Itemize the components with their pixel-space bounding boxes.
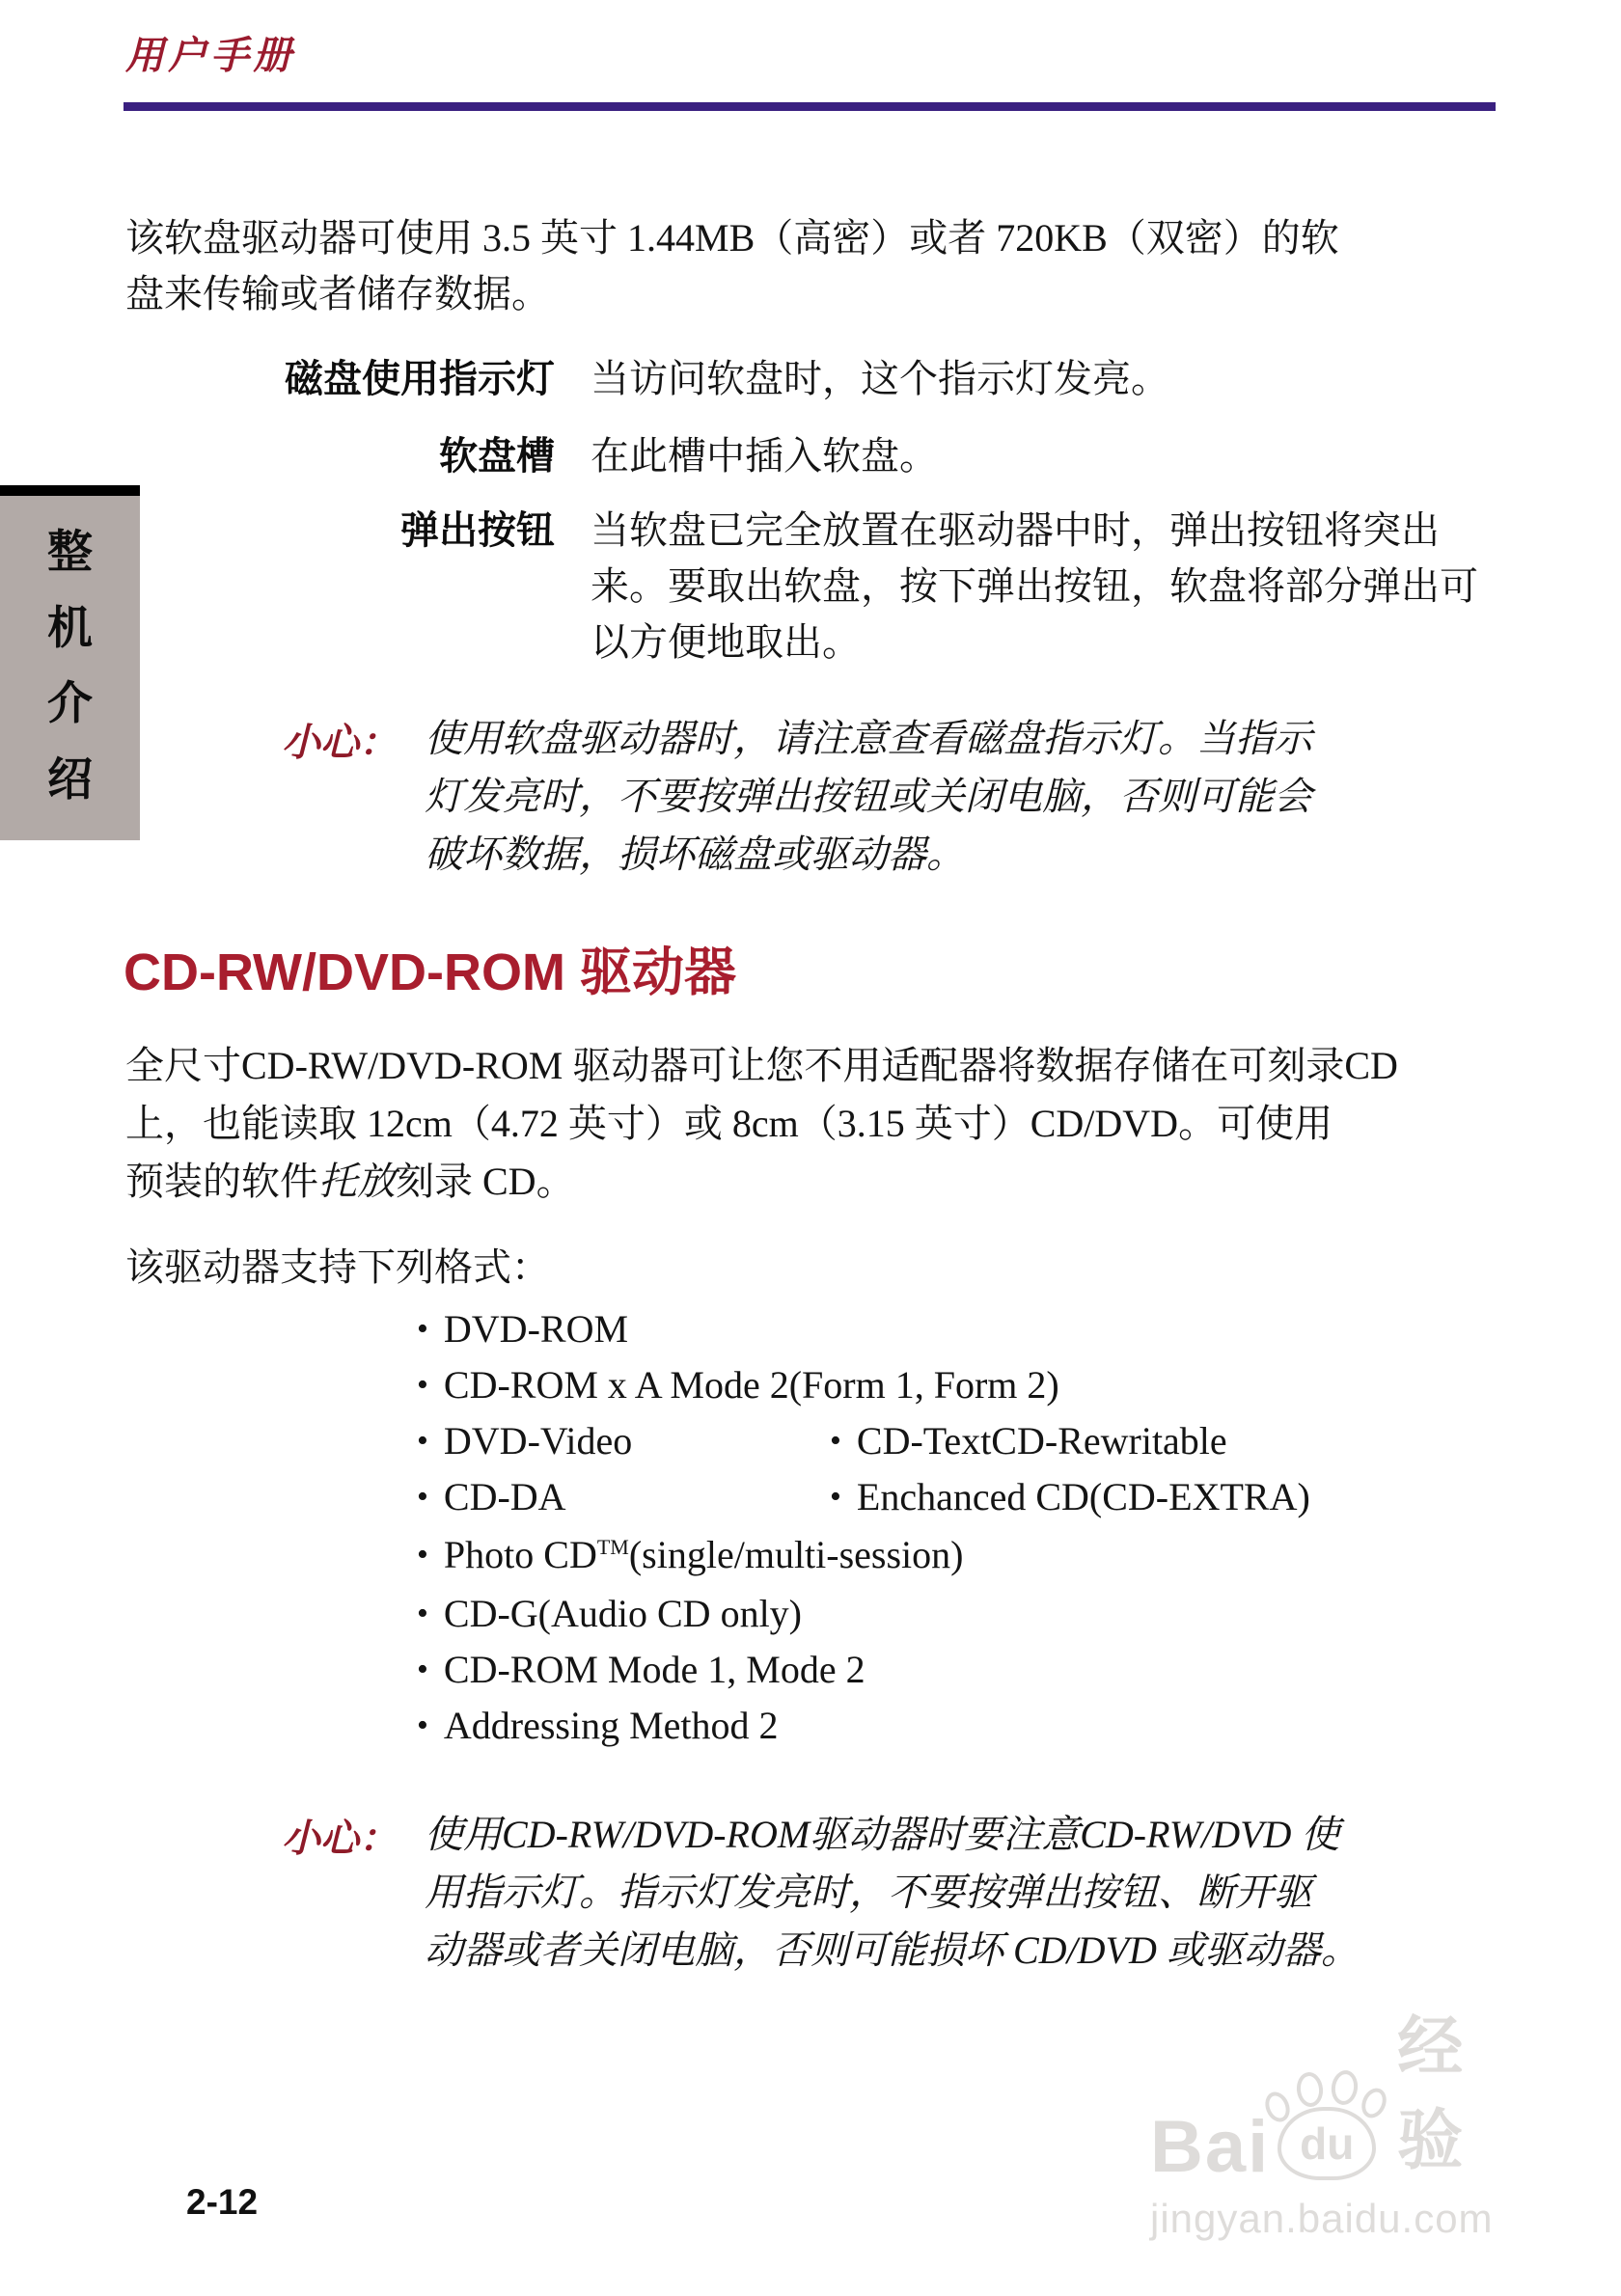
paragraph-line: 动器或者关闭电脑，否则可能损坏 CD/DVD 或驱动器。	[425, 1928, 1360, 1972]
paragraph-line: 破坏数据，损坏磁盘或驱动器。	[425, 833, 965, 876]
chapter-tab-char: 绍	[47, 752, 93, 805]
paragraph-line: 当软盘已完全放置在驱动器中时，弹出按钮将突出	[591, 508, 1440, 552]
watermark	[1150, 2010, 1536, 2242]
definition-desc	[591, 503, 1502, 670]
section-paragraph	[125, 1037, 1515, 1211]
trademark-superscript: TM	[596, 1535, 629, 1559]
paragraph-line: 用指示灯。指示灯发亮时，不要按弹出按钮、断开驱	[425, 1871, 1312, 1914]
page-number: 2-12	[186, 2182, 259, 2222]
paragraph-line: 盘来传输或者储存数据。	[125, 272, 550, 315]
caution-label: 小心：	[282, 1817, 398, 1860]
bullet-icon: •	[417, 1708, 428, 1743]
bullet-icon: •	[417, 1479, 428, 1515]
bullet-icon: •	[417, 1596, 428, 1631]
bullet-icon: •	[417, 1537, 428, 1572]
software-name: 托放	[318, 1160, 396, 1203]
definition-term: 软盘槽	[439, 435, 555, 478]
bullet-icon: •	[417, 1423, 428, 1459]
chapter-tab-char: 机	[47, 601, 93, 653]
watermark-logo	[1150, 2010, 1536, 2188]
bullet-icon: •	[830, 1479, 841, 1515]
bullet-icon: •	[417, 1367, 428, 1403]
paragraph-line: 在此槽中插入软盘。	[591, 434, 938, 478]
paragraph-line: 灯发亮时，不要按弹出按钮或关闭电脑，否则可能会	[425, 775, 1312, 818]
caution-text	[425, 1806, 1399, 1980]
watermark-brand-text: Bai	[1150, 2105, 1271, 2188]
chapter-tab-top-bar	[0, 485, 140, 496]
format-list-item: • DVD-ROM	[417, 1307, 629, 1351]
format-list-item: • CD-ROM x A Mode 2(Form 1, Form 2)	[417, 1363, 1059, 1407]
caution-label: 小心：	[282, 721, 398, 764]
header-divider	[124, 102, 1496, 111]
bullet-icon: •	[417, 1652, 428, 1687]
formats-intro-line: 该驱动器支持下列格式：	[125, 1245, 550, 1289]
chapter-tab-char: 介	[47, 677, 93, 729]
section-heading: CD-RW/DVD-ROM 驱动器	[124, 943, 736, 1001]
format-list-item: • CD-G(Audio CD only)	[417, 1592, 802, 1635]
format-list-item: • CD-ROM Mode 1, Mode 2	[417, 1648, 865, 1691]
definition-term: 弹出按钮	[400, 509, 555, 552]
chapter-tab-char: 整	[47, 526, 93, 577]
paragraph-line: 预装的软件托放刻录 CD。	[125, 1160, 575, 1203]
format-list-item: • Addressing Method 2	[417, 1704, 779, 1747]
paragraph-line: 该软盘驱动器可使用 3.5 英寸 1.44MB（高密）或者 720KB（双密）的软	[125, 216, 1339, 260]
bullet-icon: •	[830, 1423, 841, 1459]
intro-paragraph	[125, 210, 1505, 322]
definition-term: 磁盘使用指示灯	[285, 358, 555, 400]
caution-text	[425, 710, 1399, 884]
format-list-item: • DVD-Video	[417, 1419, 633, 1462]
bullet-icon: •	[417, 1311, 428, 1347]
definition-desc	[591, 351, 1502, 407]
paragraph-line: 使用软盘驱动器时，请注意查看磁盘指示灯。当指示	[425, 717, 1312, 760]
paragraph-line: 上，也能读取 12cm（4.72 英寸）或 8cm（3.15 英寸）CD/DVD。可使用	[125, 1102, 1333, 1145]
page-title: 用户手册	[125, 35, 295, 77]
format-list-item: • CD-TextCD-Rewritable	[830, 1419, 1227, 1462]
paragraph-line: 全尺寸CD-RW/DVD-ROM 驱动器可让您不用适配器将数据存储在可刻录CD	[125, 1044, 1398, 1087]
paragraph-line: 来。要取出软盘，按下弹出按钮，软盘将部分弹出可	[591, 564, 1478, 608]
format-list-item: • Photo CD™(single/multi-session)	[417, 1533, 964, 1576]
chapter-tab	[0, 496, 140, 840]
definition-desc	[591, 428, 1502, 484]
paw-icon	[1270, 2078, 1387, 2182]
format-list-item: • CD-DA	[417, 1475, 566, 1518]
watermark-brand-cn: 经验	[1397, 2010, 1468, 2177]
watermark-url: jingyan.baidu.com	[1150, 2196, 1494, 2241]
paragraph-line: 以方便地取出。	[591, 620, 861, 664]
watermark-brand-text: du	[1300, 2118, 1355, 2169]
format-list-item: • Enchanced CD(CD-EXTRA)	[830, 1475, 1310, 1518]
paragraph-line: 当访问软盘时，这个指示灯发亮。	[591, 357, 1169, 400]
paragraph-line: 使用CD-RW/DVD-ROM驱动器时要注意CD-RW/DVD 使	[425, 1813, 1340, 1856]
